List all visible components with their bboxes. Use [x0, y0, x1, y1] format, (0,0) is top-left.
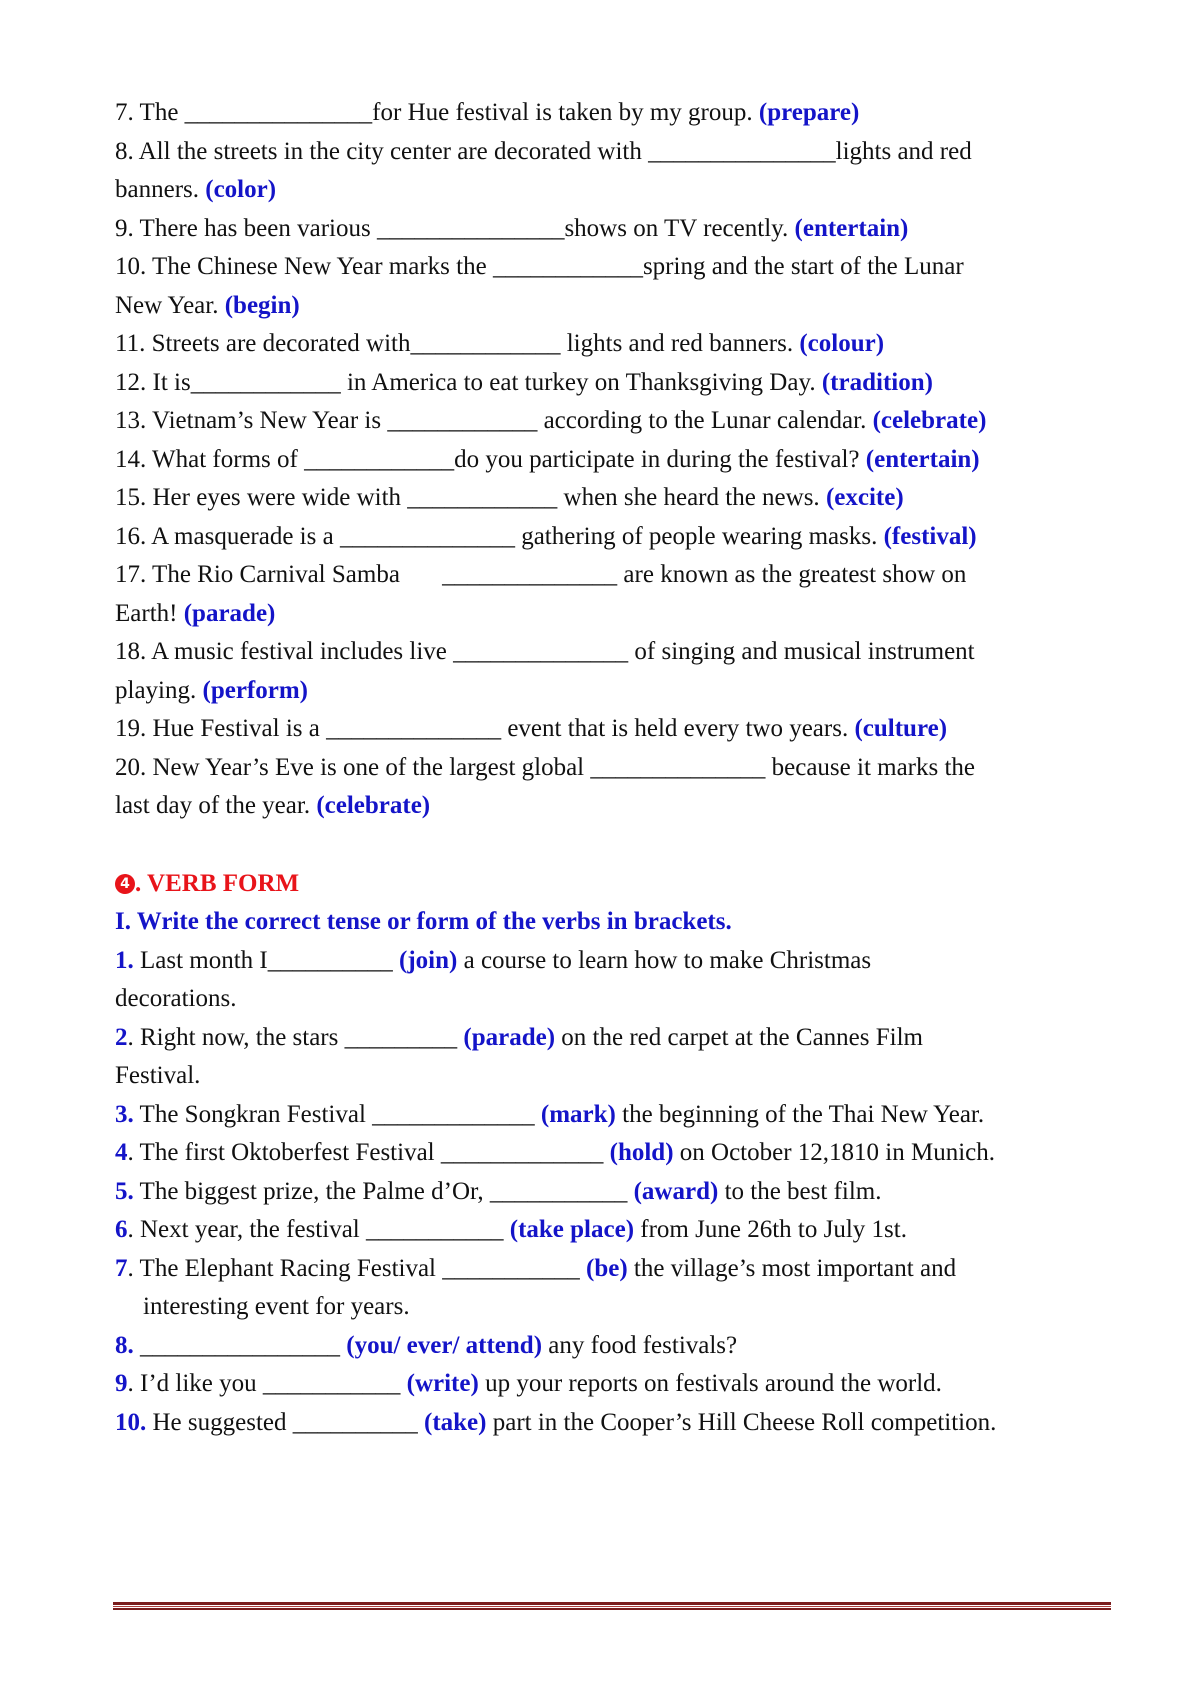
verb-item-2: 2. Right now, the stars _________ (parade) on the red carpet at the Cannes Film Festival.	[115, 1023, 923, 1089]
verb-item-3: 3. The Songkran Festival _____________ (mark) the beginning of the Thai New Year.	[115, 1100, 985, 1128]
hint: (parade)	[183, 599, 276, 627]
word-form-item-17: 17. The Rio Carnival Samba ______________ are known as the greatest show on Earth! (parade)	[115, 561, 967, 627]
verb-item-4: 4. The first Oktoberfest Festival _____________ (hold) on October 12,1810 in Munich.	[115, 1139, 996, 1166]
word-form-item-16: 16. A masquerade is a ______________ gathering of people wearing masks. (festival)	[115, 522, 977, 550]
hint: (colour)	[799, 330, 885, 357]
hint: (perform)	[202, 676, 308, 704]
verb-item-10: 10. He suggested __________ (take) part in the Cooper’s Hill Cheese Roll competition.	[115, 1408, 997, 1436]
verb-item-7: 7. The Elephant Racing Festival ___________ (be) the village’s most important and	[115, 1254, 957, 1282]
word-form-item-18: 18. A music festival includes live ______________ of singing and musical instrument playing. (perform)	[115, 638, 975, 704]
hint: (begin)	[224, 291, 300, 319]
word-form-item-12: 12. It is____________ in America to eat turkey on Thanksgiving Day. (tradition)	[115, 368, 933, 396]
hint: (celebrate)	[872, 407, 987, 434]
word-form-item-20: 20. New Year’s Eve is one of the largest global ______________ because it marks the last day of the year. (celebrate)	[115, 753, 976, 819]
hint: (excite)	[825, 484, 904, 511]
hint: (prepare)	[758, 99, 860, 126]
word-form-item-19: 19. Hue Festival is a ______________ event that is held every two years. (culture)	[115, 715, 948, 742]
word-form-item-10: 10. The Chinese New Year marks the ____________spring and the start of the Lunar New Year. (begin)	[115, 253, 964, 319]
section-instruction: I. Write the correct tense or form of the verbs in brackets.	[115, 908, 732, 935]
verb-item-1: 1. Last month I__________ (join) a course to learn how to make Christmas decorations.	[115, 946, 872, 1012]
hint: (entertain)	[865, 445, 980, 473]
hint: (culture)	[854, 715, 948, 742]
word-form-item-9: 9. There has been various _______________shows on TV recently. (entertain)	[115, 214, 909, 242]
word-form-item-14: 14. What forms of ____________do you participate in during the festival? (entertain)	[115, 445, 980, 473]
word-form-item-15: 15. Her eyes were wide with ____________ when she heard the news. (excite)	[115, 484, 904, 511]
circled-number-icon: 4	[115, 874, 135, 894]
word-form-item-11: 11. Streets are decorated with____________ lights and red banners. (colour)	[115, 330, 885, 357]
hint: (festival)	[883, 522, 977, 550]
section-heading-verb-form: 4 . VERB FORM	[115, 865, 1110, 904]
verb-item-7-continued: interesting event for years.	[143, 1293, 410, 1320]
hint: (tradition)	[821, 368, 933, 396]
hint: (celebrate)	[316, 792, 431, 819]
verb-item-6: 6. Next year, the festival ___________ (take place) from June 26th to July 1st.	[115, 1216, 907, 1243]
word-form-item-13: 13. Vietnam’s New Year is ____________ according to the Lunar calendar. (celebrate)	[115, 407, 987, 434]
verb-item-9: 9. I’d like you ___________ (write) up your reports on festivals around the world.	[115, 1370, 942, 1397]
hint: (entertain)	[794, 214, 909, 242]
footer-rule	[113, 1602, 1111, 1610]
verb-item-5: 5. The biggest prize, the Palme d’Or, ___________ (award) to the best film.	[115, 1177, 882, 1205]
word-form-item-8: 8. All the streets in the city center are decorated with _______________lights and red banners. (color)	[115, 137, 972, 203]
word-form-item-7: 7. The _______________for Hue festival is taken by my group. (prepare)	[115, 99, 860, 126]
hint: (color)	[205, 176, 277, 203]
worksheet-content	[115, 94, 1110, 1442]
verb-item-8: 8. ________________ (you/ ever/ attend) any food festivals?	[115, 1331, 738, 1359]
